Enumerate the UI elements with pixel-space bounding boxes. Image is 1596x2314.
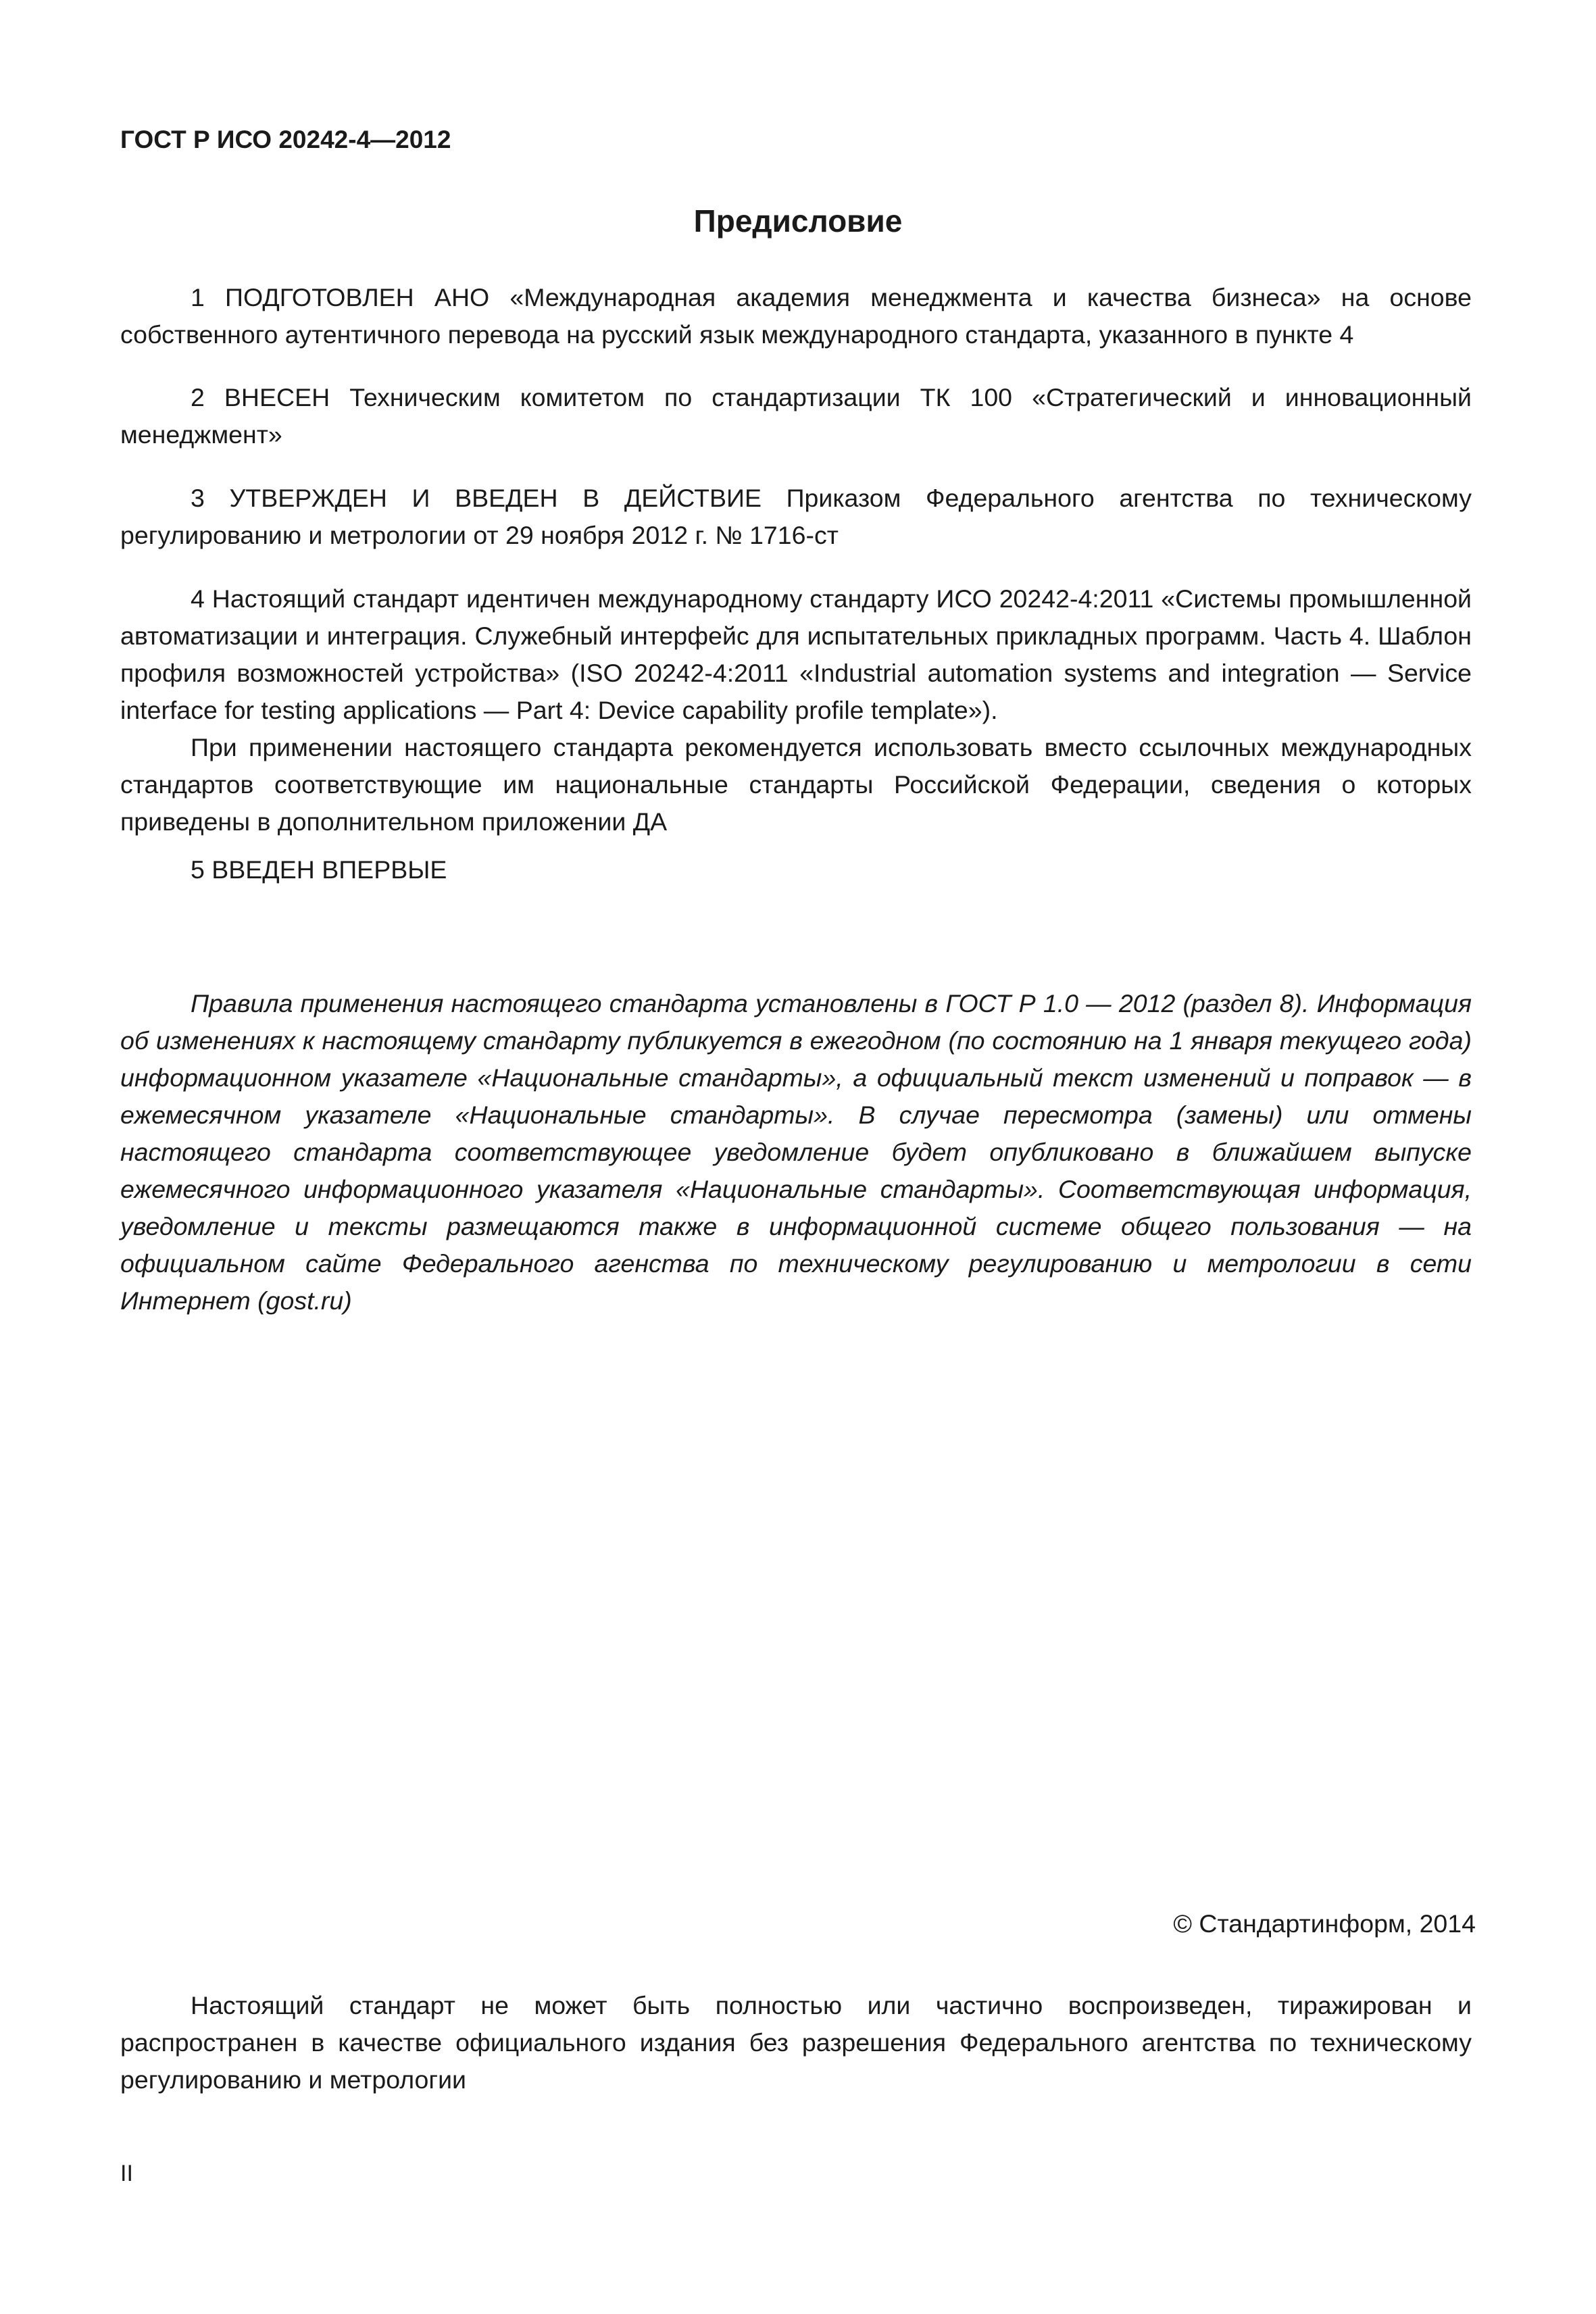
document-code: ГОСТ Р ИСО 20242-4—2012 [120,126,451,153]
preface-item-2-text: 2 ВНЕСЕН Техническим комитетом по стандартизации ТК 100 «Стратегический и инновационный менеджмент» [120,383,1472,449]
page-number: II [120,2161,133,2186]
preface-item-3 [120,480,1472,554]
preface-item-4 [120,580,1472,840]
preface-item-2 [120,379,1472,453]
preface-item-3-text: 3 УТВЕРЖДЕН И ВВЕДЕН В ДЕЙСТВИЕ Приказом Федерального агентства по техническому регулированию и метрологии от 29 ноября 2012 г. № 1716-ст [120,484,1472,549]
preface-item-4-extra: При применении настоящего стандарта рекомендуется использовать вместо ссылочных международных стандартов соответствующие им национальные стандарты Российской Федерации, сведения о которых приведены в дополнительном приложении ДА [120,733,1472,836]
reproduction-notice-text: Настоящий стандарт не может быть полностью или частично воспроизведен, тиражирован и распространен в качестве официального издания без разрешения Федерального агентства по техническому регулированию и метрологии [120,1991,1472,2094]
preface-item-4-text: 4 Настоящий стандарт идентичен международному стандарту ИСО 20242-4:2011 «Системы промышленной автоматизации и интеграция. Служебный интерфейс для испытательных прикладных программ. Часть 4. Шаблон профиля возможностей устройства» (ISO 20242-4:2011 «Industrial automation systems and integration — Service interface for testing applications — Part 4: Device capability profile template»). [120,584,1472,724]
preface-item-1 [120,279,1472,353]
copyright: © Стандартинформ, 2014 [1173,1909,1476,1938]
preface-item-5 [120,851,1472,888]
preface-item-1-text: 1 ПОДГОТОВЛЕН АНО «Международная академия менеджмента и качества бизнеса» на основе собственного аутентичного перевода на русский язык международного стандарта, указанного в пункте 4 [120,283,1472,349]
application-rules-notice [120,985,1472,1319]
preface-item-5-text: 5 ВВЕДЕН ВПЕРВЫЕ [191,855,447,884]
reproduction-notice [120,1987,1472,2098]
page-title: Предисловие [693,203,903,238]
application-rules-text: Правила применения настоящего стандарта установлены в ГОСТ Р 1.0 — 2012 (раздел 8). Информация об изменениях к настоящему стандарту публикуется в ежегодном (по состоянию на 1 января текущего года) информационном указателе «Национальные стандарты», а официальный текст изменений и поправок — в ежемесячном указателе «Национальные стандарты». В случае пересмотра (замены) или отмены настоящего стандарта соответствующее уведомление будет опубликовано в ближайшем выпуске ежемесячного информационного указателя «Национальные стандарты». Соответствующая информация, уведомление и тексты размещаются также в информационной системе общего пользования — на официальном сайте Федерального агенства по техническому регулированию и метрологии в сети Интернет (gost.ru) [120,989,1472,1315]
